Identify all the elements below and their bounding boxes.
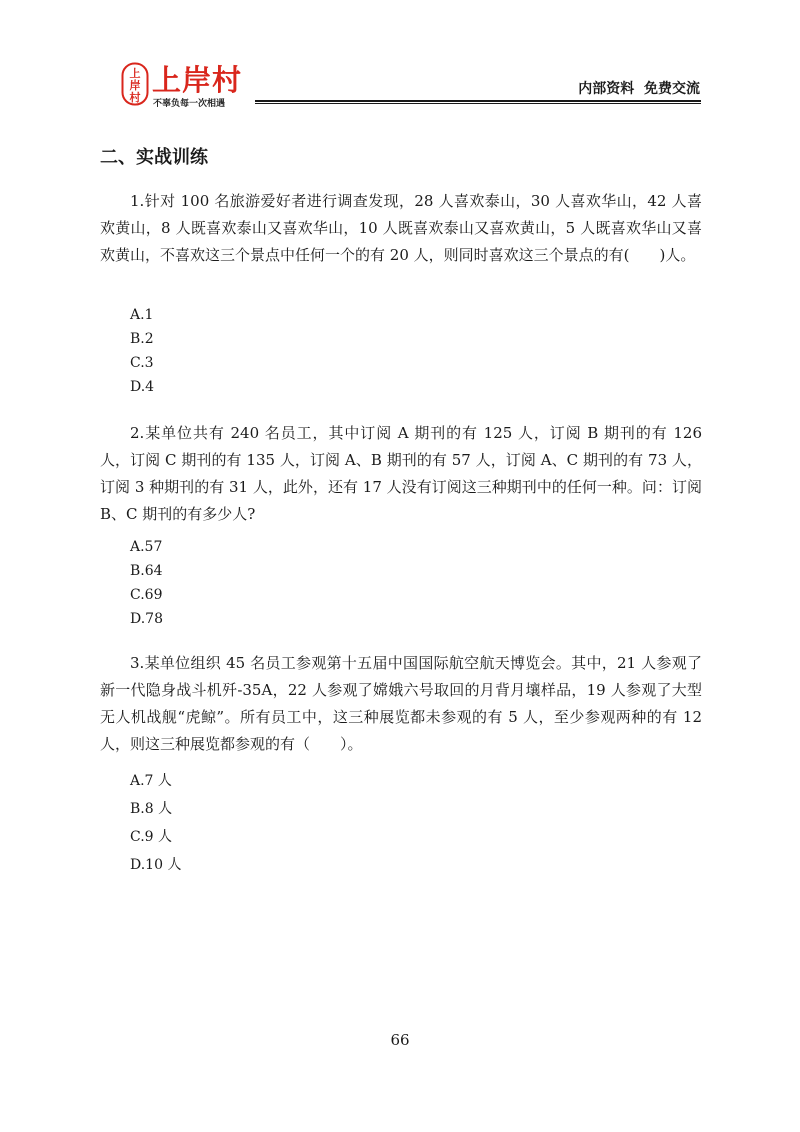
question-1-option-a: A.1 [130, 307, 154, 323]
question-2-option-b: B.64 [130, 563, 163, 579]
page-number: 66 [390, 1031, 410, 1049]
logo-seal-char: 村 [129, 91, 141, 104]
brand-slogan: 不辜负每一次相遇 [153, 99, 226, 109]
header-divider [255, 100, 701, 102]
question-3-option-b: B.8 人 [130, 801, 173, 817]
header-divider-thin [255, 103, 701, 104]
question-1-option-c: C.3 [130, 355, 154, 371]
question-2-option-a: A.57 [130, 539, 163, 555]
brand-name: 上岸村 [152, 63, 243, 97]
section-title: 二、实战训练 [100, 147, 208, 168]
header-note: 内部资料 免费交流 [578, 81, 700, 97]
question-3-option-c: C.9 人 [130, 829, 173, 845]
logo-seal-char: 上 [129, 67, 141, 80]
logo-seal-icon [121, 62, 149, 106]
question-1-option-b: B.2 [130, 331, 154, 347]
question-3-option-a: A.7 人 [130, 773, 172, 789]
question-2-option-d: D.78 [130, 611, 163, 627]
logo-seal-char: 岸 [129, 79, 141, 92]
question-1-text: 1.针对 100 名旅游爱好者进行调查发现，28 人喜欢泰山，30 人喜欢华山，42 人喜欢黄山，8 人既喜欢泰山又喜欢华山，10 人既喜欢泰山又喜欢黄山，5 人既喜欢华山又喜欢黄山，不喜欢这三个景点中任何一个的有 20 人，则同时喜欢这三个景点的有( )人。 [100, 192, 702, 264]
question-2-text: 2.某单位共有 240 名员工，其中订阅 A 期刊的有 125 人，订阅 B 期刊的有 126 人，订阅 C 期刊的有 135 人，订阅 A、B 期刊的有 57 人，订阅 A、C 期刊的有 73 人，订阅 3 种期刊的有 31 人，此外，还有 17 人没有订阅这三种期刊中的任何一种。问：订阅 B、C 期刊的有多少人? [100, 424, 702, 523]
question-1-option-d: D.4 [130, 379, 155, 395]
question-3-text: 3.某单位组织 45 名员工参观第十五届中国国际航空航天博览会。其中，21 人参观了新一代隐身战斗机歼-35A，22 人参观了嫦娥六号取回的月背月壤样品，19 人参观了大型无人机战舰“虎鲸”。所有员工中，这三种展览都未参观的有 5 人，至少参观两种的有 12 人，则这三种展览都参观的有（ ）。 [100, 654, 702, 753]
question-2-option-c: C.69 [130, 587, 163, 603]
question-3-option-d: D.10 人 [130, 857, 182, 873]
